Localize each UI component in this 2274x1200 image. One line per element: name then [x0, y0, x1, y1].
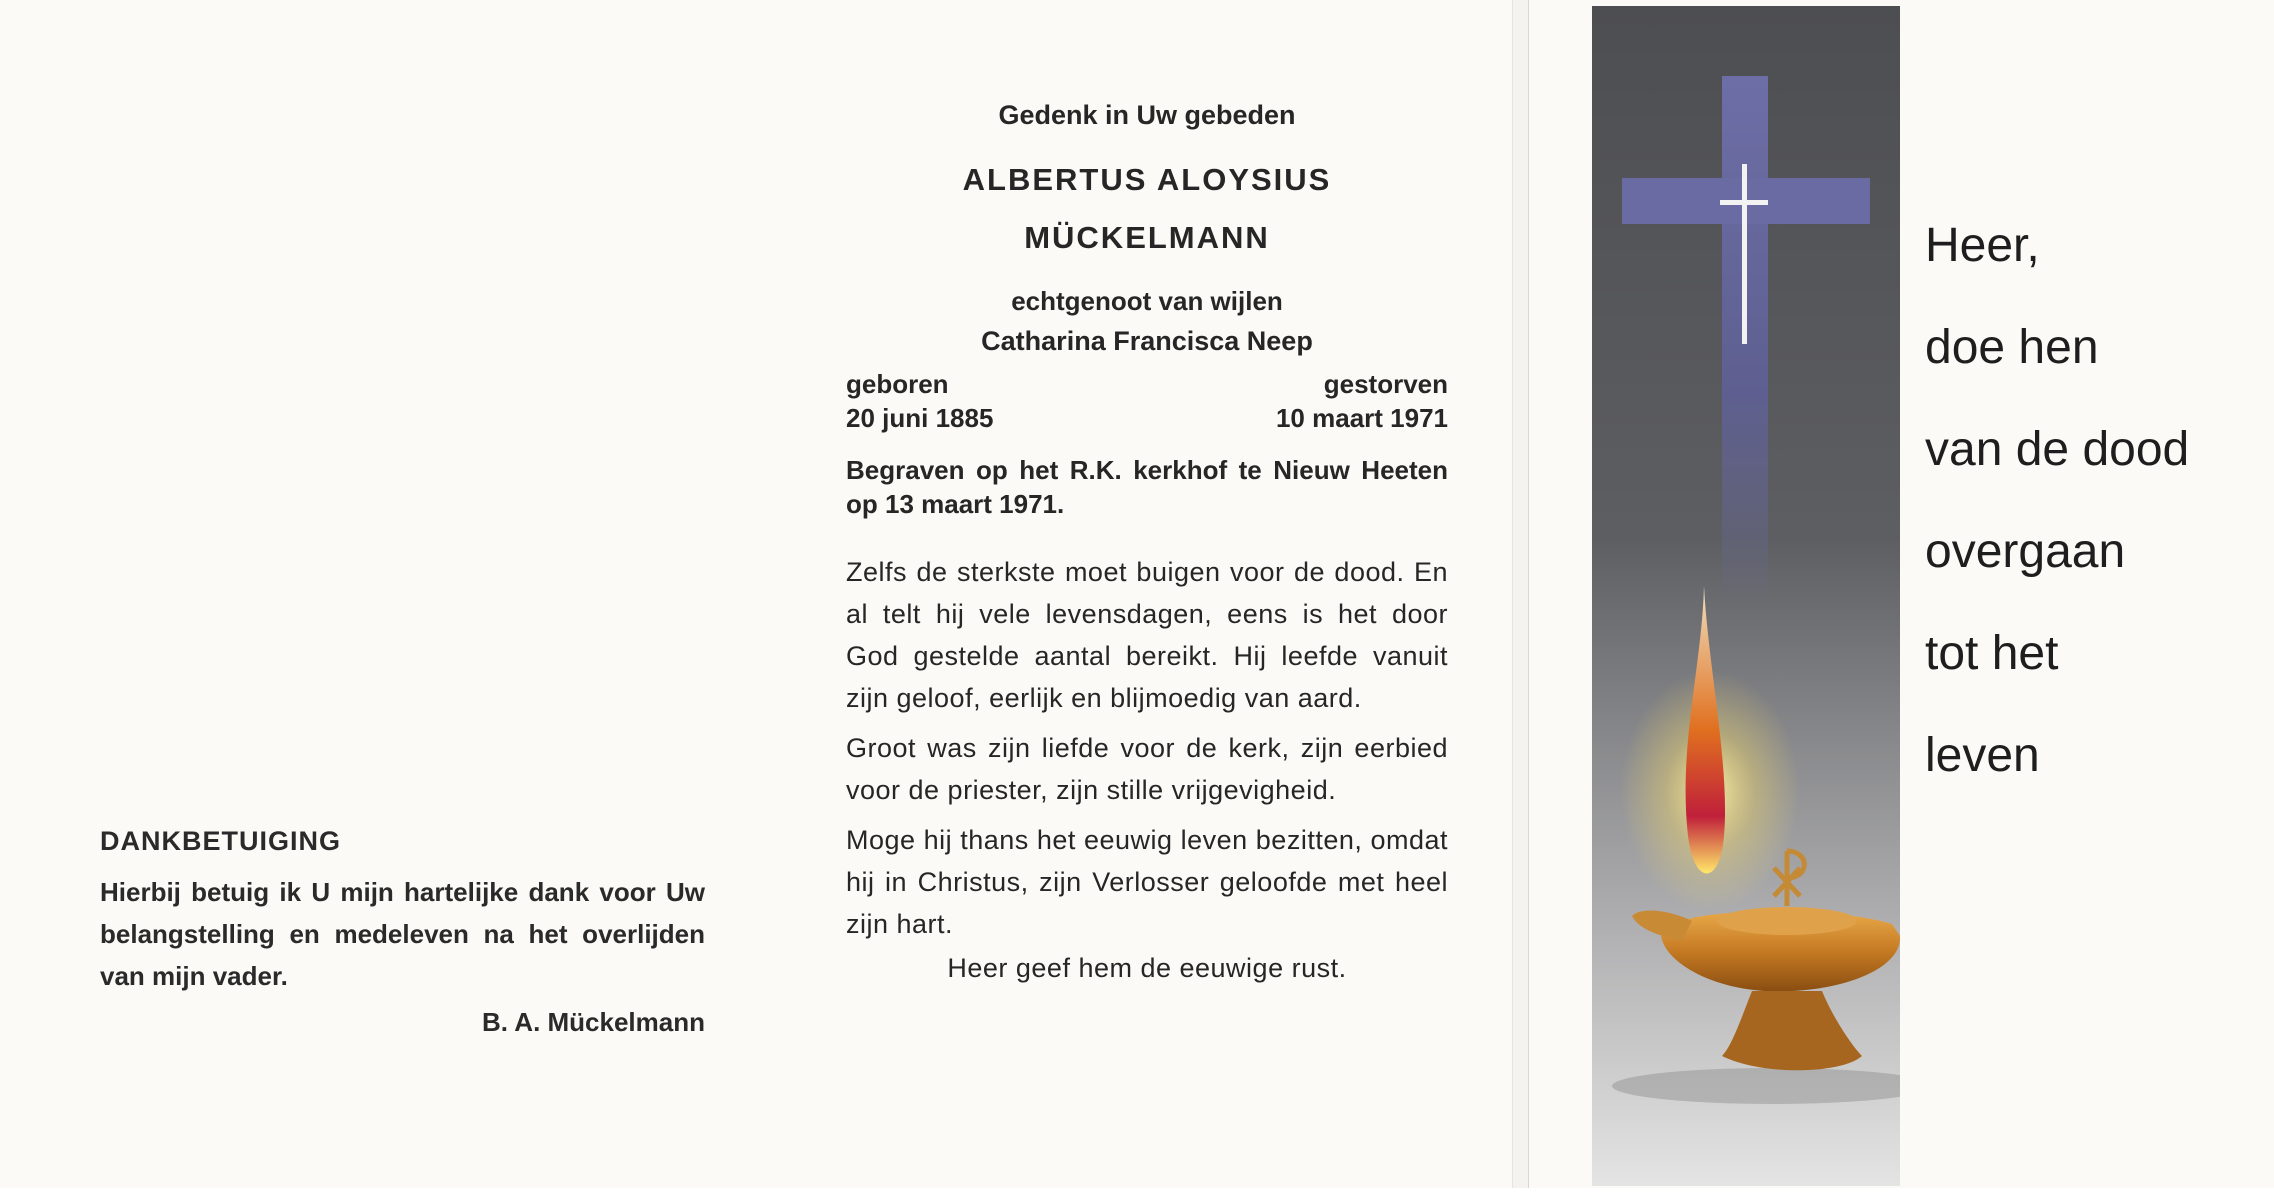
acknowledgement-text: Hierbij betuig ik U mijn hartelijke dank voor Uw belangstelling en medeleven na het overlijden van mijn vader.	[100, 877, 705, 991]
small-cross-vertical	[1742, 164, 1747, 344]
acknowledgement-title: DANKBETUIGING	[100, 826, 341, 856]
memorial-paragraph: Zelfs de sterkste moet buigen voor de dood. En al telt hij vele levensdagen, eens is het door God gestelde aantal bereikt. Hij leefde vanuit zijn geloof, eerlijk en blijmoedig van aard.	[846, 557, 1448, 713]
birth-date: 20 juni 1885	[846, 403, 994, 433]
memorial-text-block	[846, 100, 1448, 984]
verse-line: tot het	[1925, 627, 2059, 680]
acknowledgement-block	[100, 826, 705, 1038]
scan-bottom-edge	[0, 1188, 2274, 1200]
prayer-verse	[1925, 195, 2189, 807]
small-cross-horizontal	[1720, 200, 1768, 205]
acknowledgement-signature: B. A. Mückelmann	[482, 1007, 705, 1037]
spouse-name: Catharina Francisca Neep	[981, 326, 1313, 356]
spouse-prefix: echtgenoot van wijlen	[1011, 286, 1283, 316]
death-date: 10 maart 1971	[1275, 403, 1448, 433]
death-label: gestorven	[1323, 369, 1448, 399]
remember-heading: Gedenk in Uw gebeden	[998, 100, 1296, 130]
death-info	[1276, 367, 1448, 435]
verse-line: leven	[1925, 729, 2040, 782]
deceased-given-names: ALBERTUS ALOYSIUS	[962, 162, 1332, 197]
verse-line: van de dood	[1925, 423, 2190, 476]
verse-line: doe hen	[1925, 321, 2099, 374]
oil-lamp-lid	[1717, 907, 1857, 935]
burial-text: Begraven op het R.K. kerkhof te Nieuw Heeten op 13 maart 1971.	[846, 455, 1448, 519]
closing-prayer: Heer geef hem de eeuwige rust.	[947, 953, 1347, 983]
birth-label: geboren	[846, 369, 949, 399]
deceased-surname: MÜCKELMANN	[1024, 220, 1270, 255]
verse-line: Heer,	[1925, 219, 2040, 272]
verse-line: overgaan	[1925, 525, 2126, 578]
birth-info	[846, 367, 993, 435]
memorial-paragraph: Moge hij thans het eeuwig leven bezitten, omdat hij in Christus, zijn Verlosser geloofde met heel zijn hart.	[846, 825, 1448, 939]
memorial-paragraph: Groot was zijn liefde voor de kerk, zijn eerbied voor de priester, zijn stille vrijgevigheid.	[846, 733, 1448, 805]
life-dates	[846, 367, 1448, 435]
cross-and-oil-lamp-illustration	[1592, 6, 1900, 1186]
